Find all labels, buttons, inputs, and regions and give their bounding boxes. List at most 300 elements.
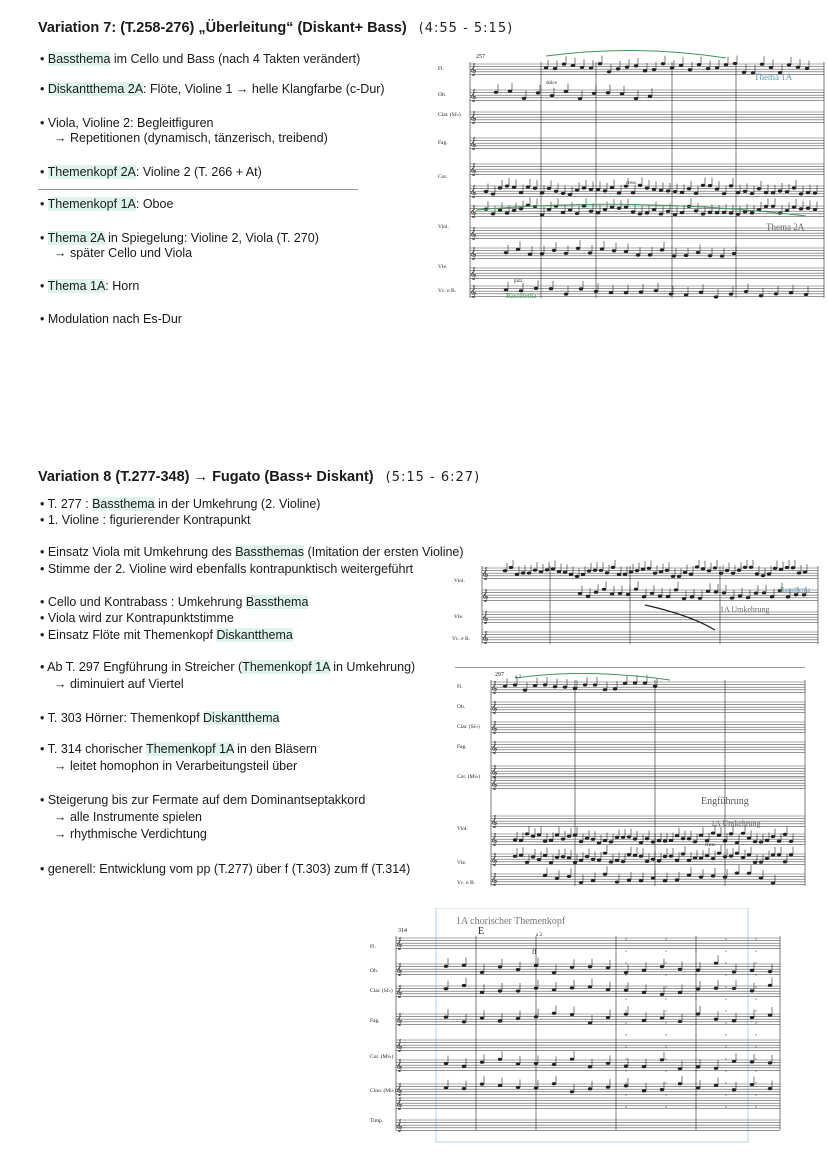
note xyxy=(567,875,571,878)
note xyxy=(462,984,466,987)
note xyxy=(638,212,642,215)
note xyxy=(543,854,547,857)
note xyxy=(603,208,607,211)
note-text: • xyxy=(40,52,48,66)
note-line xyxy=(54,131,328,146)
clef-icon: 𝄞 xyxy=(470,206,477,218)
note xyxy=(623,573,627,576)
note xyxy=(759,294,763,297)
note xyxy=(588,1065,592,1068)
note xyxy=(578,592,582,595)
note xyxy=(638,184,642,187)
note xyxy=(609,860,613,863)
note xyxy=(714,1018,718,1021)
note xyxy=(592,92,596,95)
note xyxy=(588,985,592,988)
note xyxy=(581,573,585,576)
note-text: : Flöte, Violine 1 → helle Klangfarbe (c-Dur) xyxy=(143,82,385,96)
note xyxy=(588,1021,592,1024)
bar-number: 314 xyxy=(398,928,407,934)
note xyxy=(714,295,718,298)
note xyxy=(797,571,801,574)
clef-icon: 𝄞 xyxy=(482,568,489,580)
note xyxy=(705,854,709,857)
note-text: • Modulation nach Es-Dur xyxy=(40,312,182,326)
note-text: in den Bläsern xyxy=(233,742,318,756)
note xyxy=(643,69,647,72)
note xyxy=(754,592,758,595)
note xyxy=(723,855,727,858)
pencil-annotation: Bassthema xyxy=(780,586,811,594)
note-line xyxy=(40,197,173,212)
note xyxy=(729,293,733,296)
note-text: → leitet homophon in Verarbeitungsteil über xyxy=(54,759,298,773)
score-excerpt-t314 xyxy=(366,908,786,1148)
score-marking: cresc. xyxy=(626,181,638,186)
note xyxy=(444,1086,448,1089)
note xyxy=(627,835,631,838)
note xyxy=(642,1089,646,1092)
note xyxy=(680,191,684,194)
note xyxy=(505,212,509,215)
note xyxy=(555,856,559,859)
instrument-label: Fl. xyxy=(457,684,463,690)
clef-icon: 𝄞 xyxy=(470,90,477,102)
note xyxy=(690,595,694,598)
note-text: • xyxy=(40,279,48,293)
note xyxy=(720,254,724,257)
clef-icon: 𝄞 xyxy=(396,964,403,976)
note xyxy=(747,853,751,856)
note xyxy=(609,291,613,294)
note xyxy=(544,66,548,69)
instrument-label: Vle. xyxy=(438,264,448,270)
note xyxy=(696,1012,700,1015)
clef-icon: 𝄞 xyxy=(396,1014,403,1026)
note xyxy=(687,874,691,877)
note xyxy=(660,1088,664,1091)
note xyxy=(750,192,754,195)
instrument-label: Fag. xyxy=(457,744,467,750)
score-excerpt-t277 xyxy=(450,560,820,646)
note xyxy=(675,878,679,881)
note xyxy=(737,569,741,572)
note xyxy=(771,881,775,884)
score-marking: a 2 xyxy=(536,933,542,938)
instrument-label: Vc. e B. xyxy=(452,636,471,642)
note xyxy=(761,574,765,577)
note xyxy=(634,64,638,67)
note xyxy=(606,988,610,991)
note xyxy=(684,254,688,257)
instrument-label: Viol. xyxy=(454,578,465,584)
note xyxy=(561,855,565,858)
note-text: • T. 303 Hörner: Themenkopf xyxy=(40,711,204,725)
note-text: • Einsatz Flöte mit Themenkopf xyxy=(40,628,217,642)
note xyxy=(678,968,682,971)
note xyxy=(552,249,556,252)
score-marking: a 2 xyxy=(515,675,521,680)
pencil-annotation: Thema 1A xyxy=(754,72,793,82)
note xyxy=(508,90,512,93)
note xyxy=(768,1014,772,1017)
note xyxy=(813,192,817,195)
note xyxy=(653,685,657,688)
highlighted-term: Diskantthema 2A xyxy=(47,82,144,96)
note xyxy=(711,874,715,877)
note-line xyxy=(40,595,308,610)
note xyxy=(645,837,649,840)
note xyxy=(708,254,712,257)
note xyxy=(498,209,502,212)
note xyxy=(689,573,693,576)
note xyxy=(585,855,589,858)
note xyxy=(513,683,517,686)
note xyxy=(491,192,495,195)
note-text: → rhythmische Verdichtung xyxy=(54,827,207,841)
note xyxy=(777,840,781,843)
note xyxy=(787,63,791,66)
clef-icon: 𝄞 xyxy=(491,742,498,754)
note xyxy=(767,572,771,575)
note xyxy=(771,205,775,208)
note xyxy=(665,569,669,572)
note xyxy=(651,858,655,861)
note xyxy=(804,293,808,296)
note-line xyxy=(40,545,464,560)
note xyxy=(603,688,607,691)
instrument-label: Viol. xyxy=(457,826,468,832)
note xyxy=(561,837,565,840)
note xyxy=(633,854,637,857)
note xyxy=(569,573,573,576)
note xyxy=(480,1083,484,1086)
note xyxy=(647,567,651,570)
note-line xyxy=(40,312,182,327)
note xyxy=(512,209,516,212)
note xyxy=(567,835,571,838)
note xyxy=(562,63,566,66)
clef-icon: 𝄞 xyxy=(491,816,498,828)
note xyxy=(579,859,583,862)
note xyxy=(606,1016,610,1019)
note xyxy=(671,575,675,578)
highlighted-term: Bassthema xyxy=(245,595,309,609)
note xyxy=(694,192,698,195)
note xyxy=(684,293,688,296)
note xyxy=(663,855,667,858)
note xyxy=(657,859,661,862)
note xyxy=(743,210,747,213)
note xyxy=(570,966,574,969)
note xyxy=(606,91,610,94)
note xyxy=(741,856,745,859)
note xyxy=(777,853,781,856)
note xyxy=(522,97,526,100)
pencil-annotation: 1A chorischer Themenkopf xyxy=(456,916,566,927)
note xyxy=(785,190,789,193)
note xyxy=(573,833,577,836)
note xyxy=(696,987,700,990)
note xyxy=(504,251,508,254)
note xyxy=(617,192,621,195)
note xyxy=(586,595,590,598)
note-line xyxy=(40,562,413,577)
note xyxy=(582,186,586,189)
note xyxy=(540,191,544,194)
note xyxy=(732,970,736,973)
note xyxy=(659,189,663,192)
note xyxy=(578,97,582,100)
note xyxy=(462,1087,466,1090)
note xyxy=(593,569,597,572)
note xyxy=(498,186,502,189)
note xyxy=(531,835,535,838)
note xyxy=(462,1065,466,1068)
note xyxy=(567,856,571,859)
note xyxy=(621,836,625,839)
note xyxy=(749,566,753,569)
note xyxy=(770,595,774,598)
note xyxy=(805,67,809,70)
note xyxy=(568,193,572,196)
note xyxy=(498,1058,502,1061)
clef-icon: 𝄞 xyxy=(470,248,477,260)
note xyxy=(660,993,664,996)
note xyxy=(551,567,555,570)
note xyxy=(730,596,734,599)
note xyxy=(707,569,711,572)
note-line xyxy=(40,660,415,675)
note xyxy=(519,207,523,210)
note xyxy=(537,833,541,836)
instrument-label: Fag. xyxy=(438,140,448,146)
note xyxy=(785,209,789,212)
note-text: • T. 314 chorischer xyxy=(40,742,147,756)
note xyxy=(642,595,646,598)
note xyxy=(732,1019,736,1022)
note xyxy=(498,965,502,968)
note xyxy=(708,211,712,214)
note xyxy=(634,588,638,591)
note xyxy=(591,838,595,841)
note xyxy=(683,571,687,574)
note-line xyxy=(40,231,319,246)
note-text: • Viola wird zur Kontrapunktstimme xyxy=(40,611,234,625)
note xyxy=(747,837,751,840)
highlighted-term: Diskantthema xyxy=(203,711,280,725)
instrument-label: Clar. (Si♭) xyxy=(370,988,393,994)
note xyxy=(624,1084,628,1087)
note-line xyxy=(40,116,213,131)
note xyxy=(659,212,663,215)
note xyxy=(534,287,538,290)
note-line xyxy=(40,52,360,67)
clef-icon: 𝄞 xyxy=(482,612,489,624)
clef-icon: 𝄞 xyxy=(470,112,477,124)
score-marking: dolce xyxy=(546,81,557,86)
note xyxy=(480,1017,484,1020)
note xyxy=(725,569,729,572)
note xyxy=(733,62,737,65)
note xyxy=(552,1012,556,1015)
note xyxy=(505,184,509,187)
note xyxy=(639,855,643,858)
note xyxy=(561,211,565,214)
note xyxy=(631,191,635,194)
note xyxy=(552,971,556,974)
note xyxy=(527,571,531,574)
note xyxy=(629,570,633,573)
note xyxy=(717,834,721,837)
note xyxy=(699,876,703,879)
note xyxy=(579,287,583,290)
pencil-slur xyxy=(546,50,726,58)
note xyxy=(652,68,656,71)
note xyxy=(641,568,645,571)
note xyxy=(715,66,719,69)
note-text: → alle Instrumente spielen xyxy=(54,810,202,824)
note xyxy=(605,571,609,574)
note xyxy=(768,1061,772,1064)
note xyxy=(545,568,549,571)
note xyxy=(722,211,726,214)
note xyxy=(711,832,715,835)
note xyxy=(750,1060,754,1063)
note xyxy=(589,66,593,69)
note xyxy=(549,839,553,842)
note xyxy=(618,592,622,595)
note xyxy=(672,254,676,257)
note xyxy=(771,835,775,838)
note-text: • Viola, Violine 2: Begleitfiguren xyxy=(40,116,214,130)
note xyxy=(785,566,789,569)
note xyxy=(694,209,698,212)
score-marking: ff xyxy=(532,948,537,956)
note xyxy=(568,208,572,211)
note xyxy=(444,1062,448,1065)
note xyxy=(658,594,662,597)
rehearsal-mark: E xyxy=(478,926,485,937)
note xyxy=(612,249,616,252)
highlighted-term: Diskantthema xyxy=(216,628,293,642)
note xyxy=(563,685,567,688)
note xyxy=(660,965,664,968)
note xyxy=(645,187,649,190)
note xyxy=(625,66,629,69)
note xyxy=(579,840,583,843)
note-text: • generell: Entwicklung vom pp (T.277) über f (T.303) zum ff (T.314) xyxy=(40,862,411,876)
note-text: • T. 277 : xyxy=(40,497,93,511)
note xyxy=(806,207,810,210)
instrument-label: Viol. xyxy=(438,224,449,230)
note xyxy=(594,591,598,594)
clef-icon: 𝄞 xyxy=(470,64,477,76)
clef-icon: 𝄞 xyxy=(491,682,498,694)
note xyxy=(602,588,606,591)
note xyxy=(615,859,619,862)
pencil-annotation: 1A Umkehrung xyxy=(720,605,770,614)
note xyxy=(696,251,700,254)
note xyxy=(543,683,547,686)
instrument-label: Vc. e B. xyxy=(438,288,457,294)
note-line xyxy=(40,862,410,877)
note xyxy=(635,569,639,572)
note xyxy=(706,67,710,70)
note xyxy=(650,592,654,595)
note xyxy=(719,572,723,575)
note xyxy=(624,205,628,208)
clef-icon: 𝄞 xyxy=(396,1120,403,1132)
note xyxy=(613,687,617,690)
note xyxy=(516,1086,520,1089)
note xyxy=(813,208,817,211)
note xyxy=(579,881,583,884)
clef-icon: 𝄞 xyxy=(470,164,477,176)
note xyxy=(750,211,754,214)
note xyxy=(611,566,615,569)
note xyxy=(553,685,557,688)
note xyxy=(657,839,661,842)
note xyxy=(606,1086,610,1089)
note xyxy=(603,839,607,842)
note xyxy=(591,858,595,861)
note xyxy=(555,877,559,880)
note xyxy=(731,572,735,575)
highlighted-term: Bassthemas xyxy=(235,545,304,559)
note xyxy=(561,192,565,195)
note xyxy=(732,1088,736,1091)
note xyxy=(615,836,619,839)
note xyxy=(669,839,673,842)
clef-icon: 𝄞 xyxy=(491,874,498,886)
note xyxy=(642,969,646,972)
note xyxy=(624,250,628,253)
note xyxy=(715,211,719,214)
note xyxy=(736,191,740,194)
note xyxy=(799,192,803,195)
note xyxy=(746,596,750,599)
note xyxy=(648,253,652,256)
note-text: • xyxy=(40,82,48,96)
note xyxy=(744,290,748,293)
note xyxy=(534,1086,538,1089)
note xyxy=(552,1082,556,1085)
note xyxy=(706,590,710,593)
note xyxy=(516,968,520,971)
note xyxy=(750,989,754,992)
note xyxy=(607,70,611,73)
bar-number: 297 xyxy=(495,672,504,678)
note-text: • xyxy=(40,165,48,179)
note xyxy=(580,66,584,69)
note xyxy=(765,857,769,860)
note xyxy=(648,95,652,98)
note xyxy=(738,594,742,597)
note xyxy=(735,872,739,875)
note xyxy=(534,987,538,990)
note xyxy=(615,880,619,883)
note xyxy=(687,837,691,840)
note-text: im Cello und Bass (nach 4 Takten verändert) xyxy=(110,52,361,66)
note xyxy=(633,837,637,840)
note-text: in Spiegelung: Violine 2, Viola (T. 270) xyxy=(104,231,319,245)
note xyxy=(620,92,624,95)
note xyxy=(521,571,525,574)
note xyxy=(515,573,519,576)
score-excerpt-t297 xyxy=(455,670,810,892)
note xyxy=(651,840,655,843)
